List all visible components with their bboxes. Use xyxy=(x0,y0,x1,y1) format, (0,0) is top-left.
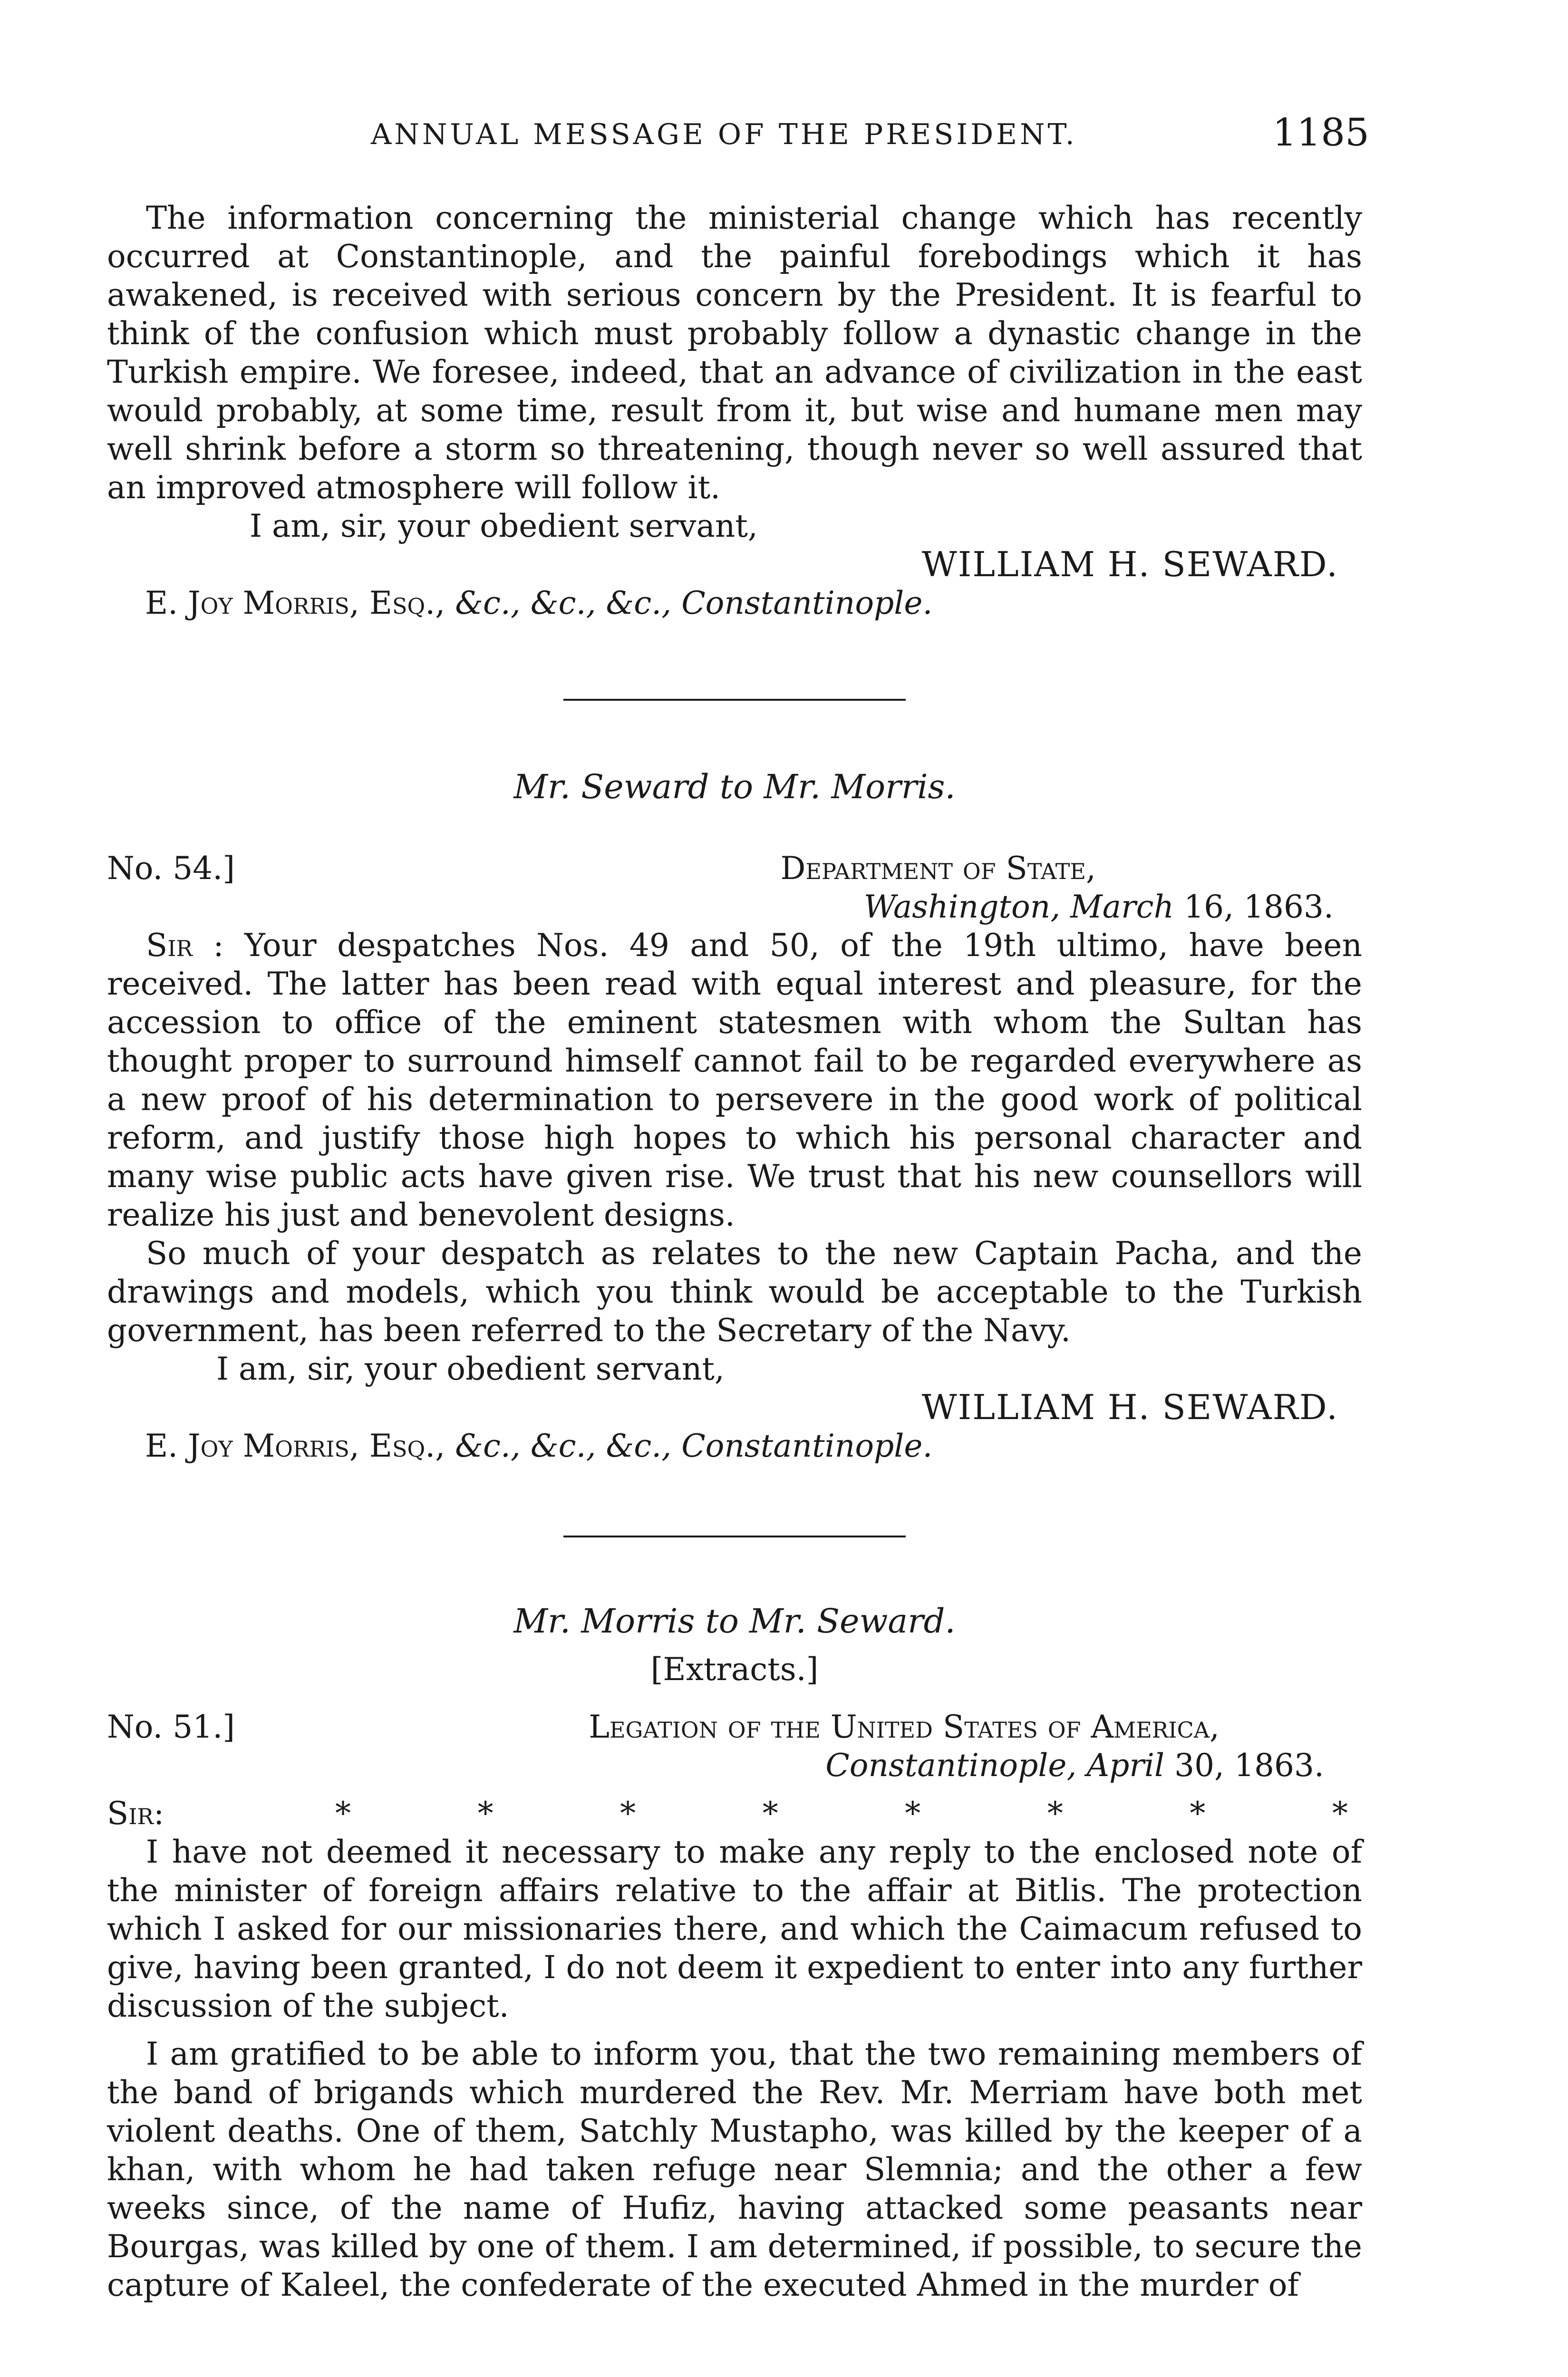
letter-2-body-1 xyxy=(107,926,1362,1234)
salutation: Sir : xyxy=(146,927,224,964)
addressee-place: Constantinople. xyxy=(681,1428,933,1464)
asterisk: * xyxy=(1190,1795,1206,1832)
letter-2-body-2: So much of your despatch as relates to the new Captain Pacha, and the drawings and models, which you think would be acceptable to the Turkish government, has been referred to the Secretary of the Navy. xyxy=(107,1235,1362,1349)
despatch-number: No. 54.] xyxy=(107,850,235,887)
addressee-etc: &c., &c., &c., xyxy=(455,585,672,621)
page-header xyxy=(371,110,1369,161)
section-rule xyxy=(563,699,906,701)
letter-3-salutation-row xyxy=(107,1794,1362,1833)
asterisk: * xyxy=(1332,1795,1348,1832)
despatch-number: No. 51.] xyxy=(107,1709,235,1745)
omission-asterisks xyxy=(335,1794,1348,1833)
letter-2-date xyxy=(107,888,1362,926)
addressee-name: E. Joy Morris, Esq., xyxy=(145,1428,445,1464)
letter-3-heading xyxy=(107,1708,1362,1746)
asterisk: * xyxy=(620,1795,636,1832)
letter-3-body-1: I have not deemed it necessary to make any reply to the enclosed note of the minister of foreign affairs relative to the affair at Bitlis. The protection which I asked for our missionaries there, and which the Caimacum refused to give, having been granted, I do not deem it expedient to enter into any further discussion of the subject. xyxy=(107,1834,1362,2024)
addressee-name: E. Joy Morris, Esq., xyxy=(145,585,445,621)
letter-2-heading xyxy=(107,849,1362,888)
addressee-place: Constantinople. xyxy=(681,585,933,621)
section-rule xyxy=(563,1536,906,1537)
letter-1-addressee xyxy=(107,584,1362,622)
asterisk: * xyxy=(335,1795,351,1832)
date-rest: 16, 1863. xyxy=(1184,889,1334,925)
letter-2-closing: I am, sir, your obedient servant, xyxy=(216,1351,725,1387)
letter-1-body: The information concerning the ministerial change which has recently occurred at Constantinople, and the painful forebodings which it has awakened, is received with serious concern by the President. It is fearful to think of the confusion which must probably follow a dynastic change in the Turkish empire. We foresee, indeed, that an advance of civilization in the east would probably, at some time, result from it, but wise and humane men may well shrink before a storm so threatening, though never so well assured that an improved atmosphere will follow it. xyxy=(107,200,1362,506)
letter-1-signature: WILLIAM H. SEWARD. xyxy=(921,544,1338,584)
office-name: Department of State, xyxy=(780,850,1096,887)
salutation: Sir: xyxy=(107,1795,165,1832)
letter-2-addressee xyxy=(107,1427,1362,1465)
date-city: Constantinople, April xyxy=(825,1747,1165,1784)
asterisk: * xyxy=(905,1795,921,1832)
letter-3-date xyxy=(107,1746,1362,1785)
letter-3 xyxy=(107,1602,1362,2304)
running-head: ANNUAL MESSAGE OF THE PRESIDENT. xyxy=(371,118,1077,151)
letter-2-title: Mr. Seward to Mr. Morris. xyxy=(513,767,956,806)
divider-1 xyxy=(107,699,1362,701)
letter-1-closing: I am, sir, your obedient servant, xyxy=(250,508,758,544)
addressee-etc: &c., &c., &c., xyxy=(455,1428,672,1464)
body-text: Your despatches Nos. 49 and 50, of the 19th ultimo, have been received. The latter has been read with equal interest and pleasure, for the accession to office of the eminent statesmen with whom the Sultan has thought proper to surround himself cannot fail to be regarded everywhere as a new proof of his determination to persevere in the good work of political reform, and justify those high hopes to which his personal character and many wise public acts have given rise. We trust that his new counsellors will realize his just and benevolent designs. xyxy=(107,927,1362,1233)
date-city: Washington, March xyxy=(863,889,1174,925)
asterisk: * xyxy=(477,1795,494,1832)
letter-2 xyxy=(107,768,1362,1465)
letter-3-subtitle: [Extracts.] xyxy=(650,1651,819,1688)
divider-2 xyxy=(107,1536,1362,1537)
asterisk: * xyxy=(1047,1795,1063,1832)
letter-3-title: Mr. Morris to Mr. Seward. xyxy=(513,1602,956,1641)
office-name: Legation of the United States of America, xyxy=(589,1709,1220,1745)
letter-2-signature: WILLIAM H. SEWARD. xyxy=(921,1387,1338,1427)
date-rest: 30, 1863. xyxy=(1174,1747,1324,1784)
asterisk: * xyxy=(762,1795,778,1832)
page-number: 1185 xyxy=(1272,110,1369,155)
letter-1 xyxy=(107,199,1362,622)
letter-3-body-2: I am gratified to be able to inform you, that the two remaining members of the band of brigands which murdered the Rev. Mr. Merriam have both met violent deaths. One of them, Satchly Mustapho, was killed by the keeper of a khan, with whom he had taken refuge near Slemnia; and the other a few weeks since, of the name of Hufiz, having attacked some peasants near Bourgas, was killed by one of them. I am determined, if possible, to secure the capture of Kaleel, the confederate of the executed Ahmed in the murder of xyxy=(107,2036,1362,2303)
